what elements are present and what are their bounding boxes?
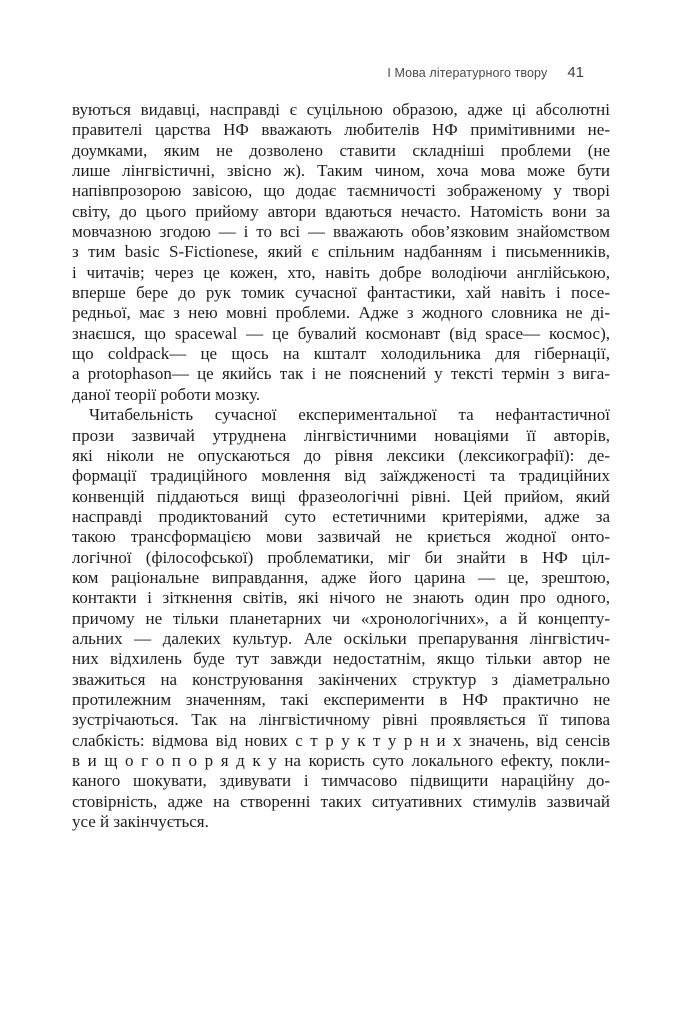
text-line: даної теорії роботи мозку. [72,384,261,404]
text-line: світу, до цього прийому автори вдаються нечасто. Натомість вони за [72,201,610,221]
text-line: стовірність, адже на створенні таких ситуативних стимулів зазвичай [72,791,610,811]
text-line: а protophason— це якийсь так і не пояснений у тексті термін з вига- [72,364,610,384]
text-line: які ніколи не опускаються до рівня лексики (лексикографії): де- [72,445,610,465]
running-header [72,64,610,81]
text-line: знаєшся, що spacewal — це бувалий космонавт (від space— космос), [72,323,610,343]
text-line: що coldpack— це щось на кшталт холодильника для гібернації, [72,344,610,364]
text-line: насправді продиктований суто естетичними критеріями, адже за [72,506,610,526]
text-line: і читачів; через це кожен, хто, навіть добре володіючи англійською, [72,262,610,282]
page-body [72,100,610,832]
page-number: 41 [567,64,584,81]
text-line: них відхилень буде тут завжди недостатнім, якщо тільки автор не [72,649,610,669]
text-line: редньої, має з нею мовні проблеми. Адже з жодного словника не ді- [72,303,610,323]
text-line: слабкість: відмова від нових с т р у к т у р н и х значень, від сенсів [72,730,610,750]
paragraph [72,100,610,405]
text-line: Читабельність сучасної експериментальної та нефантастичної [89,405,610,425]
text-line: з тим basic S-Fictionese, який є спільним надбанням і письменників, [72,242,610,262]
text-line: вперше бере до рук томик сучасної фантастики, хай навіть і посе- [72,283,610,303]
chapter-title: І Мова літературного твору [387,66,548,80]
text-line: причому не тільки планетарних чи «хронологічних», а й концепту- [72,608,610,628]
text-line: прози зазвичай утруднена лінгвістичними новаціями її авторів, [72,425,610,445]
text-line: протилежним значенням, такі експерименти в НФ практично не [72,689,610,709]
text-line: мовчазною згодою — і то всі — вважають обов’язковим знайомством [72,222,610,242]
text-line: контакти і зіткнення світів, які нічого не знають один про одного, [72,588,610,608]
text-line: напівпрозорою завісою, що додає таємничості зображеному у творі [72,181,610,201]
text-line: зустрічаються. Так на лінгвістичному рівні проявляється її типова [72,710,610,730]
text-line: усе й закінчується. [72,812,209,832]
text-line: такою трансформацією мови зазвичай не криється жодної онто- [72,527,610,547]
text-line: вуються видавці, насправді є суцільною образою, адже ці абсолютні [72,100,610,119]
text-line: в и щ о г о п о р я д к у на користь суто локального ефекту, покли- [72,751,610,770]
text-line: ком раціональне виправдання, адже його царина — це, зрештою, [72,567,610,587]
text-line: лише лінгвістичні, звісно ж). Таким чином, хоча мова може бути [72,161,610,181]
text-line: доумками, яким не дозволено ставити складніші проблеми (не [72,140,610,160]
text-line: зважиться на конструювання закінчених структур з діаметрально [72,669,610,689]
text-line: логічної (філософської) проблематики, міг би знайти в НФ ціл- [72,547,610,567]
text-line: альних — далеких культур. Але оскільки препарування лінгвістич- [72,628,610,648]
paragraph [72,405,610,832]
text-line: правителі царства НФ вважають любителів НФ примітивними не- [72,120,610,140]
text-line: каного шокувати, здивувати і тимчасово підвищити нараційну до- [72,771,610,791]
text-line: формації традиційного мовлення від заїждженості та традиційних [72,466,610,486]
text-line: конвенцій піддаються вищі фразеологічні рівні. Цей прийом, який [72,486,610,506]
